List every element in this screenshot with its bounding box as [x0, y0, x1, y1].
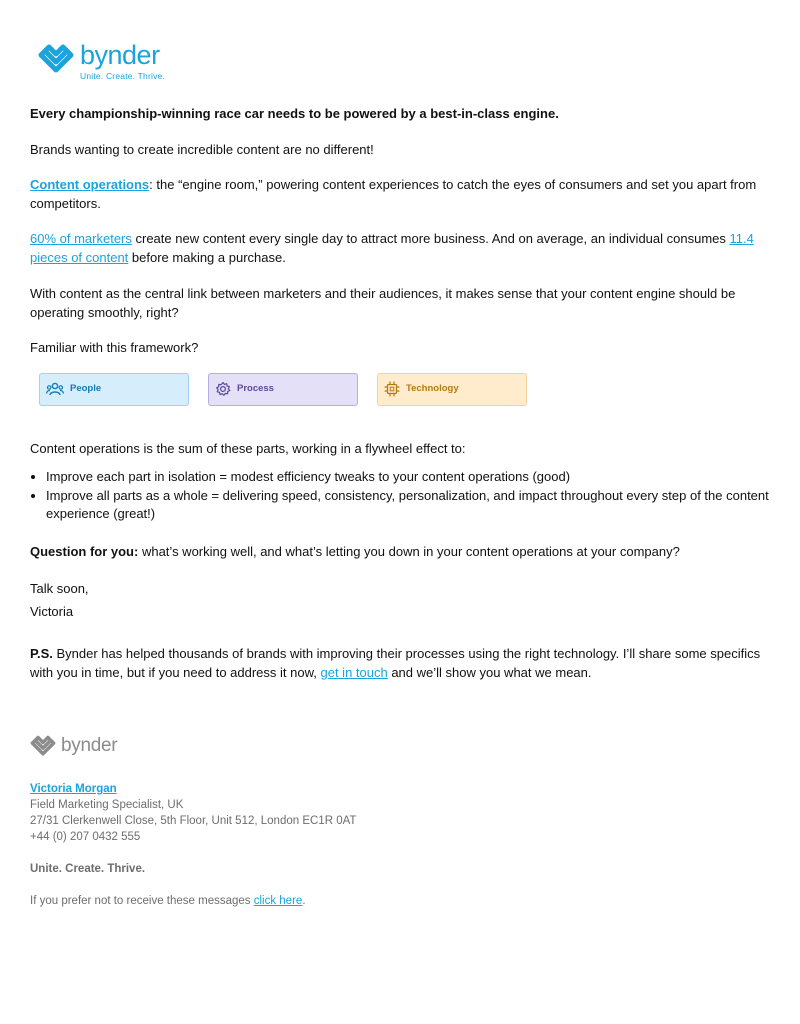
sender-address: 27/31 Clerkenwell Close, 5th Floor, Unit 512, London EC1R 0AT	[30, 815, 357, 827]
paragraph-stats	[30, 230, 772, 267]
gear-icon	[215, 381, 231, 397]
framework-chip-process	[208, 373, 358, 406]
bullet-list	[30, 468, 772, 524]
paragraph-framework: Familiar with this framework?	[30, 340, 199, 355]
paragraph-flywheel: Content operations is the sum of these parts, working in a flywheel effect to:	[30, 440, 466, 456]
unsubscribe-text: If you prefer not to receive these messages	[30, 895, 254, 907]
paragraph-text: create new content every single day to attract more business. And on average, an individual consumes	[131, 231, 730, 246]
bynder-heart-icon	[38, 42, 74, 76]
paragraph-intro: Brands wanting to create incredible content are no different!	[30, 141, 374, 157]
paragraph-question	[30, 543, 772, 562]
list-item: • Improve all parts as a whole = delivering speed, consistency, personalization, and impact throughout every step of the content experience (great!)	[46, 487, 772, 524]
framework-label-process: Process	[237, 382, 274, 394]
paragraph-text: what’s working well, and what’s letting you down in your content operations at your company?	[138, 543, 680, 559]
email-body	[30, 105, 772, 682]
framework-label-technology: Technology	[406, 382, 459, 394]
bynder-logo[interactable]	[38, 42, 165, 81]
content-operations-link[interactable]: Content operations	[30, 177, 150, 192]
sender-title: Field Marketing Specialist, UK	[30, 799, 184, 811]
paragraph-text: before making a purchase.	[128, 249, 286, 265]
logo-wordmark: bynder	[80, 40, 160, 70]
paragraph-text: Bynder has helped thousands of brands with improving their processes using the right technology. I’ll share some specifics with you in time, but if you need to address it now,	[30, 646, 761, 680]
unsubscribe-end: .	[302, 895, 306, 907]
bynder-heart-icon	[30, 734, 56, 758]
ps-label: P.S.	[30, 646, 53, 661]
footer-tagline: Unite. Create. Thrive.	[30, 863, 146, 875]
get-in-touch-link[interactable]: get in touch	[320, 664, 388, 680]
signoff: Talk soon,	[30, 581, 89, 596]
paragraph-text: and we’ll show you what we mean.	[387, 664, 592, 680]
people-icon	[46, 382, 64, 396]
pieces-of-content-link[interactable]: 11.4 pieces of content	[30, 231, 754, 265]
logo-tagline: Unite. Create. Thrive.	[80, 71, 166, 81]
framework-label-people: People	[70, 382, 102, 394]
footer-logo	[30, 734, 117, 758]
question-label: Question for you:	[30, 543, 139, 559]
sender-name-link[interactable]: Victoria Morgan	[30, 783, 117, 795]
framework-chip-people	[39, 373, 189, 406]
paragraph-content-operations	[30, 176, 772, 213]
email-headline: Every championship-winning race car needs to be powered by a best-in-class engine.	[30, 106, 559, 121]
marketers-stat-link[interactable]: 60% of marketers	[30, 231, 132, 246]
paragraph-ps	[30, 645, 772, 682]
footer-wordmark: bynder	[61, 735, 118, 756]
framework-chip-technology	[377, 373, 527, 406]
unsubscribe-link[interactable]: click here	[253, 895, 303, 907]
paragraph-content-engine: With content as the central link between marketers and their audiences, it makes sense that your content engine should be operating smoothly, right?	[30, 286, 736, 320]
list-item: • Improve each part in isolation = modest efficiency tweaks to your content operations (good)	[46, 468, 772, 487]
chip-icon	[384, 381, 400, 397]
framework-chips	[39, 373, 772, 406]
paragraph-text: : the “engine room,” powering content experiences to catch the eyes of consumers and set you apart from competitors.	[30, 177, 757, 211]
signature-block	[30, 781, 356, 909]
unsubscribe-line	[30, 893, 356, 909]
sender-phone: +44 (0) 207 0432 555	[30, 831, 141, 843]
signoff-name: Victoria	[30, 603, 74, 619]
